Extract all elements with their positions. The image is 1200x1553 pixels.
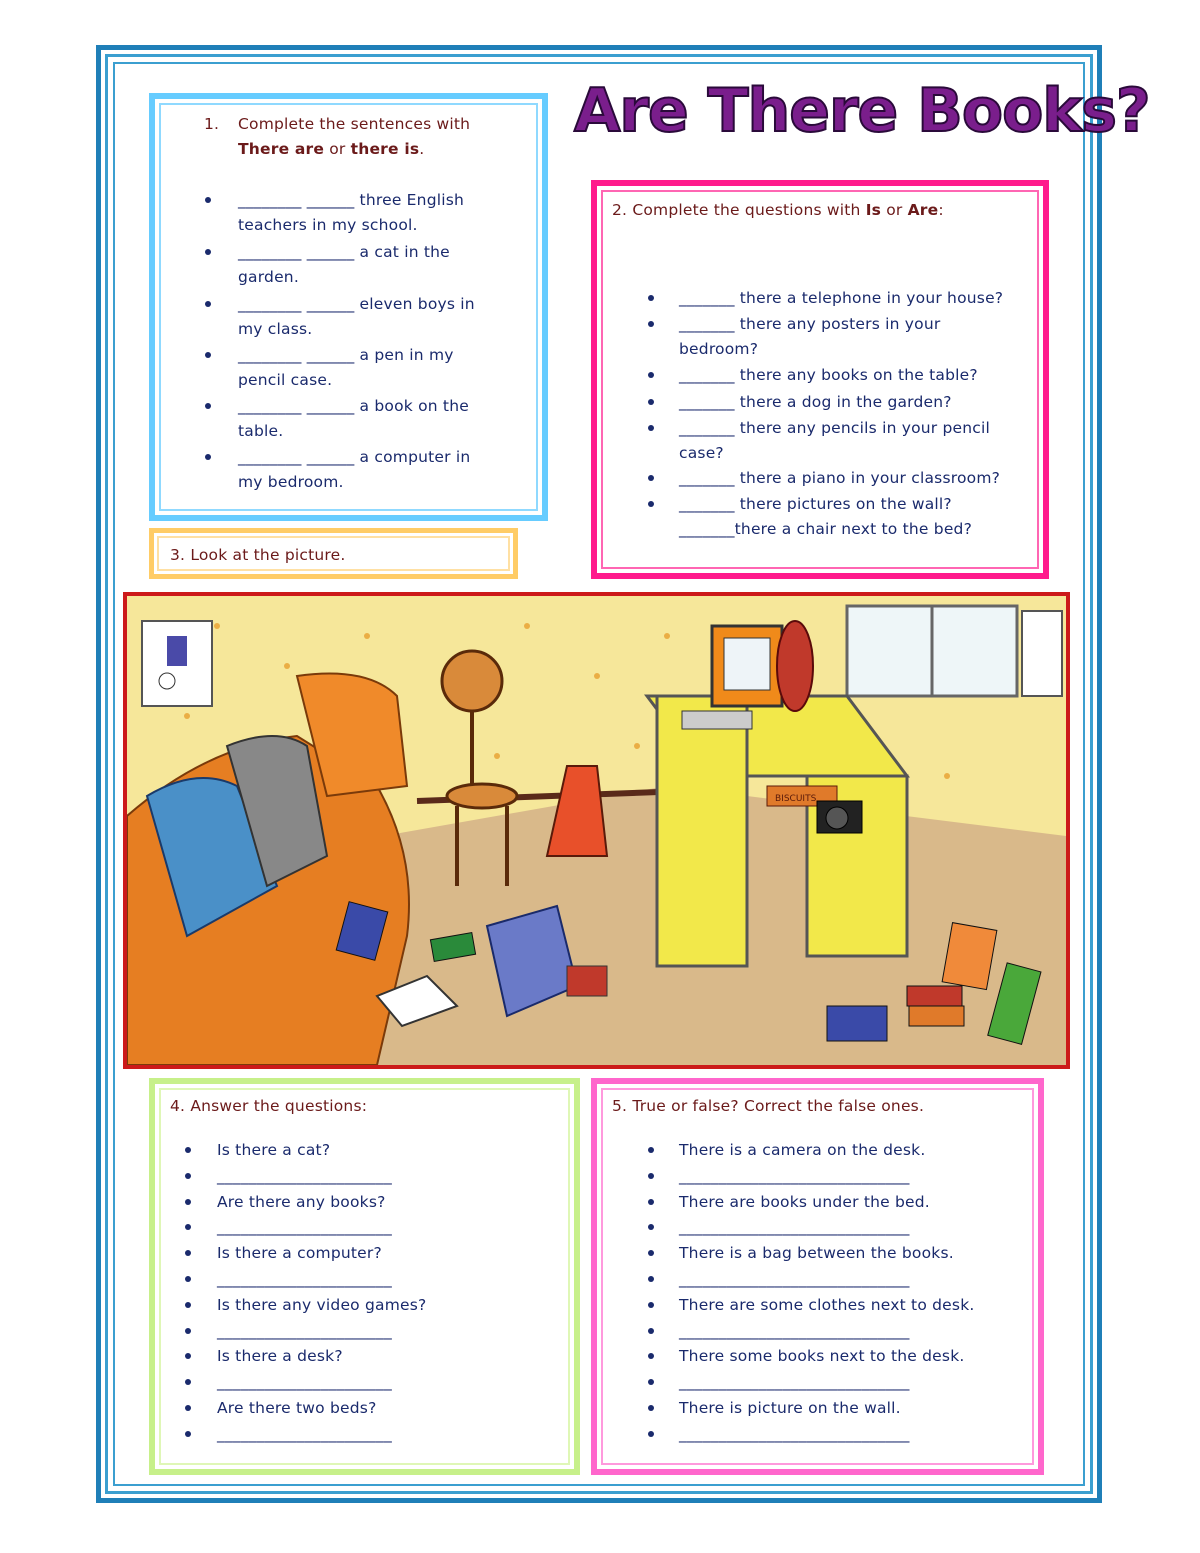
answer-blank[interactable]: ______________________	[217, 1218, 392, 1237]
correction-blank[interactable]: _____________________________	[679, 1270, 910, 1288]
bullet	[205, 352, 211, 358]
question-4-2: Are there any books?	[217, 1192, 386, 1211]
sentence-1-1-line2: teachers in my school.	[238, 216, 418, 234]
statement-5-5: There some books next to the desk.	[679, 1347, 965, 1366]
question-2-5-line2: case?	[679, 444, 724, 462]
bullet	[648, 1302, 654, 1308]
statement-5-4: There are some clothes next to desk.	[679, 1295, 975, 1314]
bullet	[648, 1431, 654, 1437]
statement-5-3: There is a bag between the books.	[679, 1244, 954, 1263]
bullet	[185, 1431, 191, 1437]
correction-blank[interactable]: _____________________________	[679, 1218, 910, 1237]
correction-blank[interactable]: _____________________________	[679, 1373, 910, 1392]
correction-blank[interactable]: _____________________________	[679, 1424, 910, 1443]
sentence-1-5-line2: table.	[238, 422, 284, 440]
bullet	[648, 475, 654, 481]
question-2-2-line2: bedroom?	[679, 340, 759, 358]
sentence-1-2-line1[interactable]: ________ ______ a cat in the	[238, 243, 450, 261]
bedroom-illustration	[127, 596, 1066, 1065]
answer-blank[interactable]: ______________________	[217, 1321, 392, 1340]
correction-blank[interactable]: _____________________________	[679, 1321, 910, 1340]
bottle	[777, 621, 813, 711]
bullet	[205, 197, 211, 203]
sentence-1-4-line2: pencil case.	[238, 371, 333, 389]
bullet	[185, 1147, 191, 1153]
correction-blank[interactable]: _____________________________	[679, 1166, 910, 1185]
camera-lens	[826, 807, 848, 829]
poster-ball	[159, 673, 175, 689]
there-is-keyword: there is	[350, 140, 420, 158]
bullet	[205, 403, 211, 409]
bullet	[205, 249, 211, 255]
bullet	[185, 1276, 191, 1282]
standing-book	[942, 923, 997, 990]
sentence-1-3-line2: my class.	[238, 320, 313, 338]
exercise-1-instruction-line2	[238, 136, 424, 162]
colon-text: :	[938, 201, 944, 219]
bullet	[648, 295, 654, 301]
answer-blank[interactable]: ______________________	[217, 1373, 392, 1392]
bullet	[648, 1276, 654, 1282]
biscuit-box-label: BISCUITS	[775, 794, 817, 804]
question-2-1-line1[interactable]: _______ there a telephone in your house?	[679, 289, 1004, 307]
desk-drawers	[657, 696, 747, 966]
there-are-keyword: There are	[238, 140, 325, 158]
bullet	[185, 1302, 191, 1308]
question-2-7-line2: _______there a chair next to the bed?	[679, 520, 973, 538]
or-text-2: or	[881, 201, 908, 219]
bullet	[648, 1147, 654, 1153]
answer-blank[interactable]: ______________________	[217, 1424, 392, 1443]
bullet	[648, 321, 654, 327]
statement-5-2: There are books under the bed.	[679, 1192, 930, 1211]
bullet	[205, 454, 211, 460]
statement-5-1: There is a camera on the desk.	[679, 1141, 926, 1159]
bullet	[205, 301, 211, 307]
bullet	[185, 1173, 191, 1179]
computer-screen	[724, 638, 770, 690]
exercise-4-instruction: 4. Answer the questions:	[170, 1097, 368, 1115]
or-text: or	[324, 140, 351, 158]
question-4-1: Is there a cat?	[217, 1141, 331, 1159]
sentence-1-2-line2: garden.	[238, 268, 299, 286]
bullet	[185, 1328, 191, 1334]
sentence-1-6-line1[interactable]: ________ ______ a computer in	[238, 448, 471, 466]
bullet	[648, 425, 654, 431]
statement-5-6: There is picture on the wall.	[679, 1399, 901, 1417]
answer-blank[interactable]: ______________________	[217, 1166, 392, 1185]
question-4-3: Is there a computer?	[217, 1244, 382, 1263]
chair-back	[442, 651, 502, 711]
book-stack-2	[909, 1006, 964, 1026]
question-2-4-line1[interactable]: _______ there a dog in the garden?	[679, 393, 952, 411]
sentence-1-6-line2: my bedroom.	[238, 473, 344, 491]
bullet	[648, 501, 654, 507]
red-book-floor	[567, 966, 607, 996]
question-2-6-line1[interactable]: _______ there a piano in your classroom?	[679, 469, 1001, 487]
question-4-4: Is there any video games?	[217, 1295, 427, 1314]
bedroom-picture	[123, 592, 1070, 1069]
question-2-3-line1[interactable]: _______ there any books on the table?	[679, 366, 978, 384]
exercise-2-instruction	[612, 197, 944, 223]
poster-player	[167, 636, 187, 666]
blue-book-floor	[827, 1006, 887, 1041]
is-keyword: Is	[865, 201, 882, 219]
sentence-1-4-line1[interactable]: ________ ______ a pen in my	[238, 346, 454, 364]
sentence-1-3-line1[interactable]: ________ ______ eleven boys in	[238, 295, 475, 313]
question-2-5-line1[interactable]: _______ there any pencils in your pencil	[679, 419, 991, 437]
period-text: .	[419, 140, 425, 158]
sentence-1-1-line1[interactable]: ________ ______ three English	[238, 191, 465, 209]
bullet	[648, 1405, 654, 1411]
poster-right	[1022, 611, 1062, 696]
worksheet-title: Are There Books?	[574, 76, 1150, 146]
are-keyword: Are	[907, 201, 939, 219]
question-4-5: Is there a desk?	[217, 1347, 343, 1366]
answer-blank[interactable]: ______________________	[217, 1270, 392, 1288]
keyboard	[682, 711, 752, 729]
exercise-3-instruction: 3. Look at the picture.	[170, 546, 346, 564]
sentence-1-5-line1[interactable]: ________ ______ a book on the	[238, 397, 469, 415]
chair-seat	[447, 784, 517, 808]
question-2-7-line1[interactable]: _______ there pictures on the wall?	[679, 495, 952, 513]
bullet	[648, 1199, 654, 1205]
exercise-5-instruction: 5. True or false? Correct the false ones.	[612, 1097, 925, 1115]
bullet	[185, 1199, 191, 1205]
book-stack-1	[907, 986, 962, 1006]
question-4-6: Are there two beds?	[217, 1399, 377, 1417]
exercise-1-number: 1.	[204, 115, 220, 133]
bullet	[648, 399, 654, 405]
question-2-2-line1[interactable]: _______ there any posters in your	[679, 315, 941, 333]
bullet	[648, 1328, 654, 1334]
bullet	[648, 1173, 654, 1179]
bullet	[185, 1405, 191, 1411]
exercise-1-instruction-line1: Complete the sentences with	[238, 115, 471, 133]
exercise-2-instr-start: 2. Complete the questions with	[612, 201, 866, 219]
bullet	[648, 372, 654, 378]
